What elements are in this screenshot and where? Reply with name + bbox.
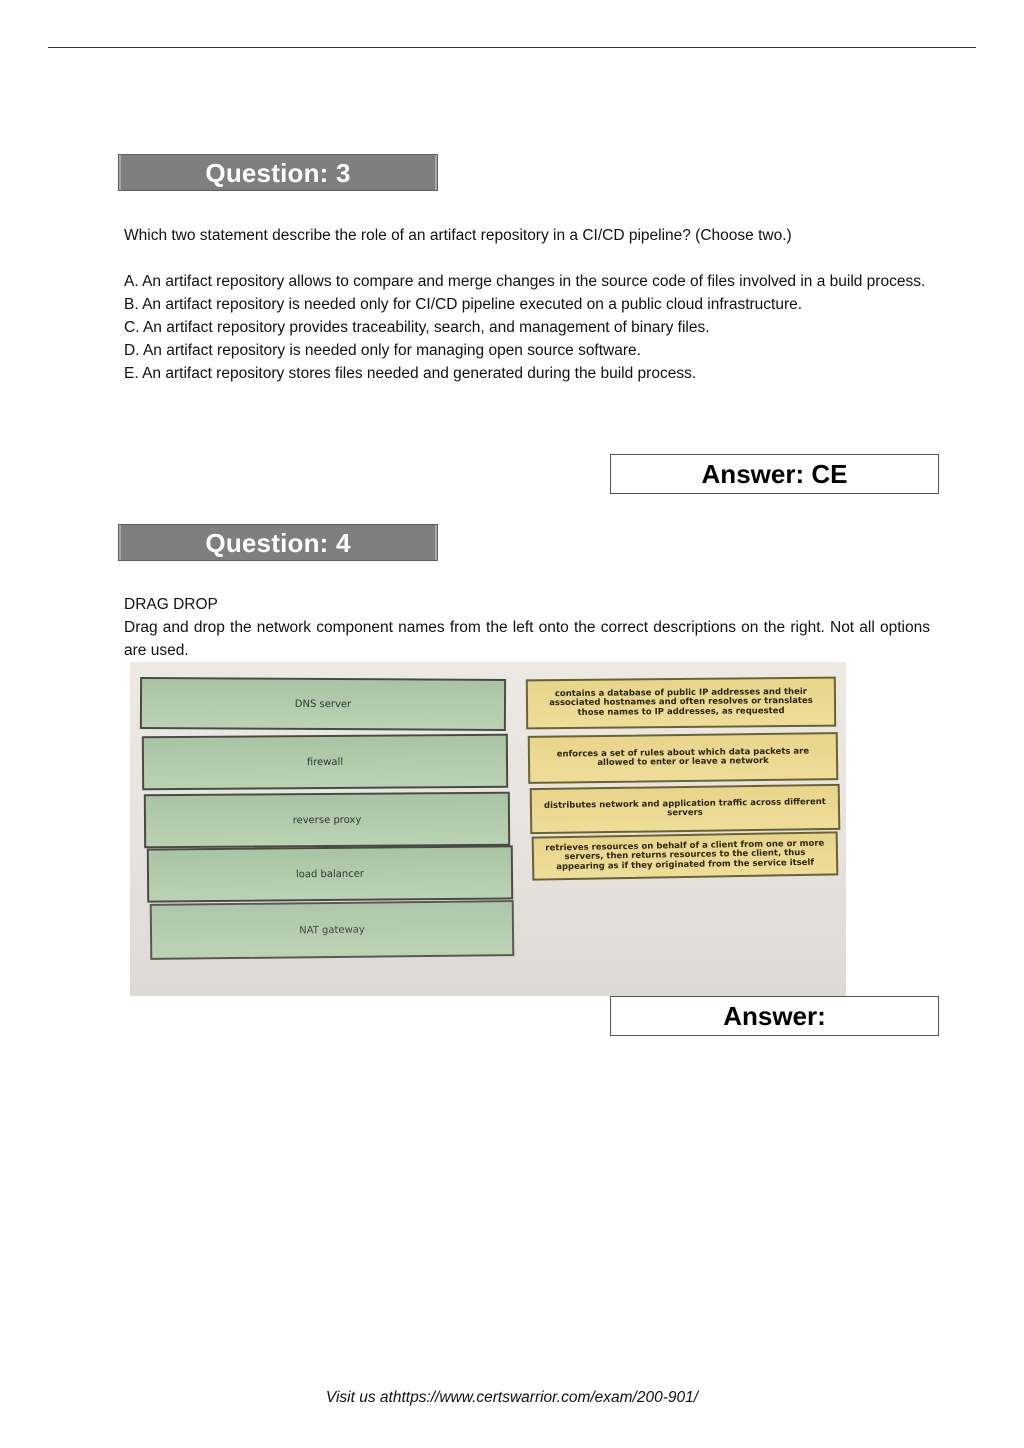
drop-target-description-4[interactable]: retrieves resources on behalf of a client from one or more servers, then returns resources to the client, thus appearing as if they originated from the service itself xyxy=(532,831,839,880)
question-3-answer: Answer: CE xyxy=(701,459,848,489)
question-4-text xyxy=(124,593,930,662)
question-4-answer-box xyxy=(610,996,939,1036)
question-3-header xyxy=(118,154,438,191)
drag-item-reverse-proxy[interactable]: reverse proxy xyxy=(144,792,510,849)
option-c: C. An artifact repository provides traceability, search, and management of binary files. xyxy=(124,319,710,336)
option-a: A. An artifact repository allows to compare and merge changes in the source code of files involved in a build process. xyxy=(124,273,926,290)
drop-target-description-2[interactable]: enforces a set of rules about which data packets are allowed to enter or leave a network xyxy=(528,732,839,784)
header-rule xyxy=(48,47,976,48)
drag-item-load-balancer[interactable]: load balancer xyxy=(147,845,513,902)
question-3-title: Question: 3 xyxy=(205,158,351,188)
question-4-title: Question: 4 xyxy=(205,528,351,558)
drag-drop-exhibit xyxy=(130,662,846,996)
question-4-answer: Answer: xyxy=(723,1001,826,1031)
drop-target-description-3[interactable]: distributes network and application traffic across different servers xyxy=(530,784,841,834)
question-4-instruction: Drag and drop the network component names from the left onto the correct descriptions on the right. Not all options are used. xyxy=(124,619,930,659)
footer-link-text: Visit us athttps://www.certswarrior.com/exam/200-901/ xyxy=(325,1389,699,1406)
option-e: E. An artifact repository stores files needed and generated during the build process. xyxy=(124,365,697,382)
question-4-type: DRAG DROP xyxy=(124,596,218,613)
option-d: D. An artifact repository is needed only for managing open source software. xyxy=(124,342,641,359)
option-b: B. An artifact repository is needed only for CI/CD pipeline executed on a public cloud infrastructure. xyxy=(124,296,803,313)
drag-item-dns-server[interactable]: DNS server xyxy=(140,677,506,731)
drag-item-nat-gateway[interactable]: NAT gateway xyxy=(150,900,515,960)
question-3-text: Which two statement describe the role of an artifact repository in a CI/CD pipeline? (Choose two.) xyxy=(124,227,792,244)
drag-item-firewall[interactable]: firewall xyxy=(142,734,508,791)
question-4-header xyxy=(118,524,438,561)
drop-target-description-1[interactable]: contains a database of public IP addresses and their associated hostnames and often resolves or translates those names to IP addresses, as requested xyxy=(526,677,836,730)
question-3-answer-box xyxy=(610,454,939,494)
question-3-options xyxy=(124,270,930,385)
